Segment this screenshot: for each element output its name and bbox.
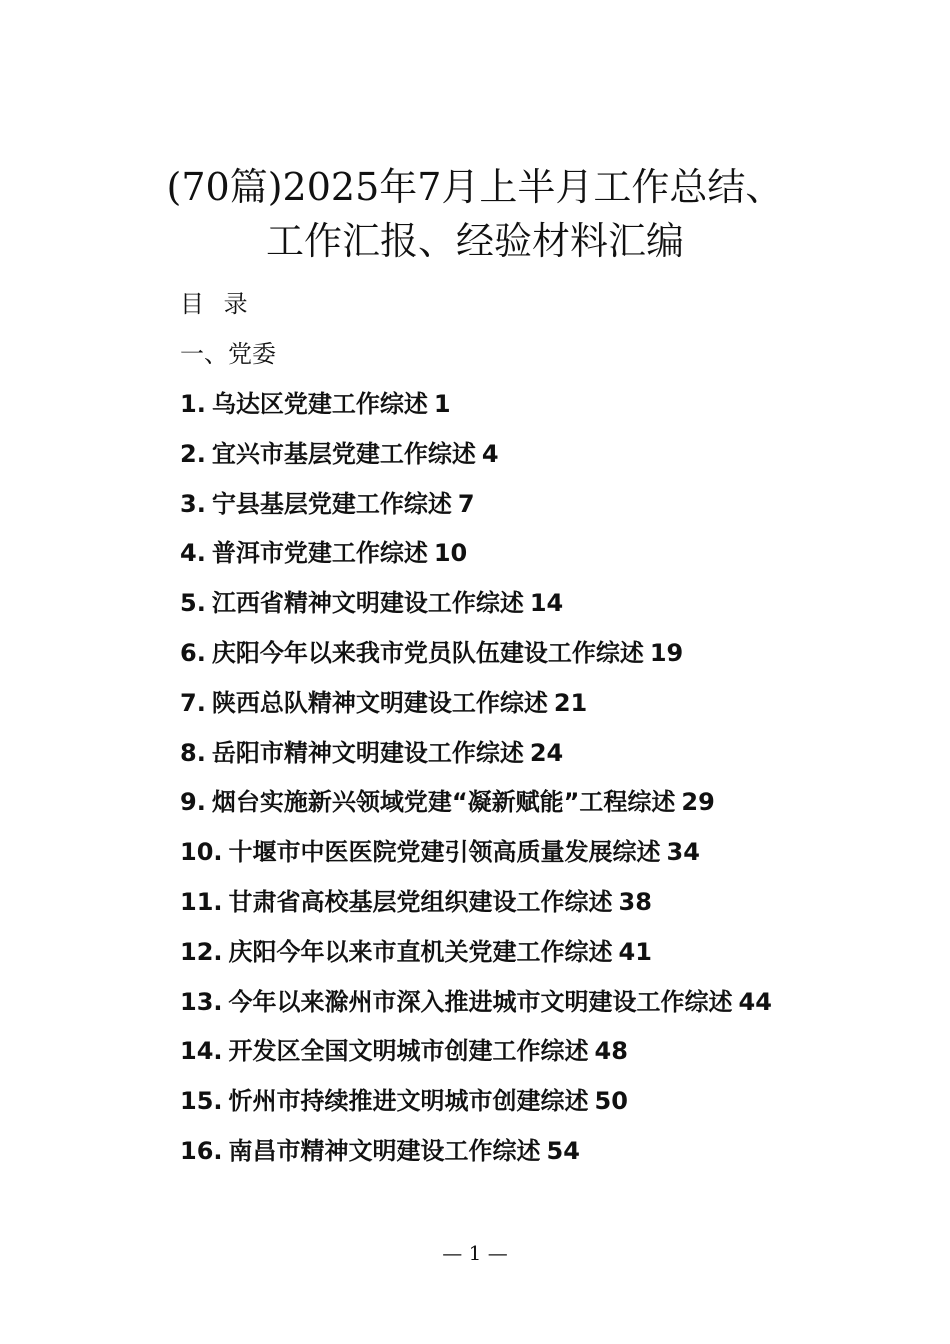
toc-item-page: 44 (738, 987, 772, 1016)
toc-item[interactable] (180, 735, 772, 785)
toc-item-page: 7 (457, 489, 475, 518)
toc-item-number: 5. (180, 589, 206, 618)
toc-item-number: 7. (180, 688, 206, 717)
toc-item[interactable] (180, 386, 772, 436)
toc-item-number: 16. (180, 1136, 223, 1165)
toc-item-page: 50 (594, 1087, 628, 1116)
toc-item-number: 6. (180, 638, 206, 667)
toc-item[interactable] (180, 984, 772, 1034)
toc-item-number: 9. (180, 788, 206, 817)
toc-item-title: 烟台实施新兴领域党建“凝新赋能”工程综述 (211, 788, 676, 817)
toc-item-page: 10 (433, 539, 468, 568)
toc-item[interactable] (180, 884, 772, 934)
toc-item-title: 宜兴市基层党建工作综述 (211, 439, 476, 468)
toc-item[interactable] (180, 635, 772, 685)
toc-item-number: 2. (180, 439, 206, 468)
toc-item-title: 南昌市精神文明建设工作综述 (228, 1136, 541, 1165)
toc-item-page: 54 (546, 1136, 580, 1165)
toc-item[interactable] (180, 535, 772, 585)
toc-item-title: 庆阳今年以来市直机关党建工作综述 (228, 937, 613, 966)
toc-item-page: 24 (529, 738, 564, 767)
toc-item-page: 19 (649, 638, 684, 667)
toc-item-number: 10. (180, 838, 223, 867)
toc-item-title: 忻州市持续推进文明城市创建综述 (228, 1087, 589, 1116)
toc-item[interactable] (180, 585, 772, 635)
toc-item-title: 庆阳今年以来我市党员队伍建设工作综述 (211, 638, 644, 667)
toc-item-number: 13. (180, 987, 223, 1016)
toc-item-number: 3. (180, 489, 206, 518)
toc-item-title: 十堰市中医医院党建引领高质量发展综述 (228, 838, 661, 867)
toc-item-title: 宁县基层党建工作综述 (211, 489, 452, 518)
title-line-2: 工作汇报、经验材料汇编 (265, 219, 684, 263)
toc-item-number: 15. (180, 1087, 223, 1116)
toc-item[interactable] (180, 934, 772, 984)
toc-item-number: 12. (180, 937, 223, 966)
toc-item-title: 普洱市党建工作综述 (211, 539, 428, 568)
toc-item-number: 8. (180, 738, 206, 767)
toc-item-number: 11. (180, 887, 223, 916)
toc-item-page: 14 (529, 589, 564, 618)
toc-item-page: 4 (481, 439, 499, 468)
toc-item-title: 乌达区党建工作综述 (211, 390, 428, 418)
toc-item-title: 江西省精神文明建设工作综述 (211, 589, 524, 618)
toc-item-number: 14. (180, 1037, 223, 1066)
toc-item[interactable] (180, 1133, 772, 1183)
toc-item[interactable] (180, 784, 772, 834)
toc-item[interactable] (180, 1083, 772, 1133)
title-line-1: (70篇)2025年7月上半月工作总结、 (166, 165, 784, 209)
toc-item[interactable] (180, 834, 772, 884)
toc-item-title: 甘肃省高校基层党组织建设工作综述 (228, 887, 613, 916)
toc-item-page: 29 (681, 788, 715, 817)
toc-item[interactable] (180, 436, 772, 486)
toc-item-title: 今年以来滁州市深入推进城市文明建设工作综述 (228, 987, 733, 1016)
toc-item-number: 1. (180, 390, 206, 418)
toc-item-title: 陕西总队精神文明建设工作综述 (211, 688, 548, 717)
toc-item-page: 34 (666, 838, 700, 867)
toc-item-title: 开发区全国文明城市创建工作综述 (228, 1037, 589, 1066)
toc-item-page: 41 (618, 937, 652, 966)
toc-item[interactable] (180, 1033, 772, 1083)
toc-item-page: 21 (553, 688, 588, 717)
toc-item-number: 4. (180, 539, 206, 568)
document-title (60, 160, 890, 268)
toc-list (180, 386, 772, 1183)
toc-heading: 目 录 (180, 290, 254, 318)
section-heading: 一、党委 (180, 340, 276, 368)
toc-item-page: 1 (433, 390, 451, 418)
toc-item-page: 48 (594, 1037, 628, 1066)
toc-item-title: 岳阳市精神文明建设工作综述 (211, 738, 524, 767)
toc-item-page: 38 (618, 887, 652, 916)
toc-item[interactable] (180, 486, 772, 536)
page-number-footer: — 1 — (442, 1241, 508, 1265)
toc-item[interactable] (180, 685, 772, 735)
